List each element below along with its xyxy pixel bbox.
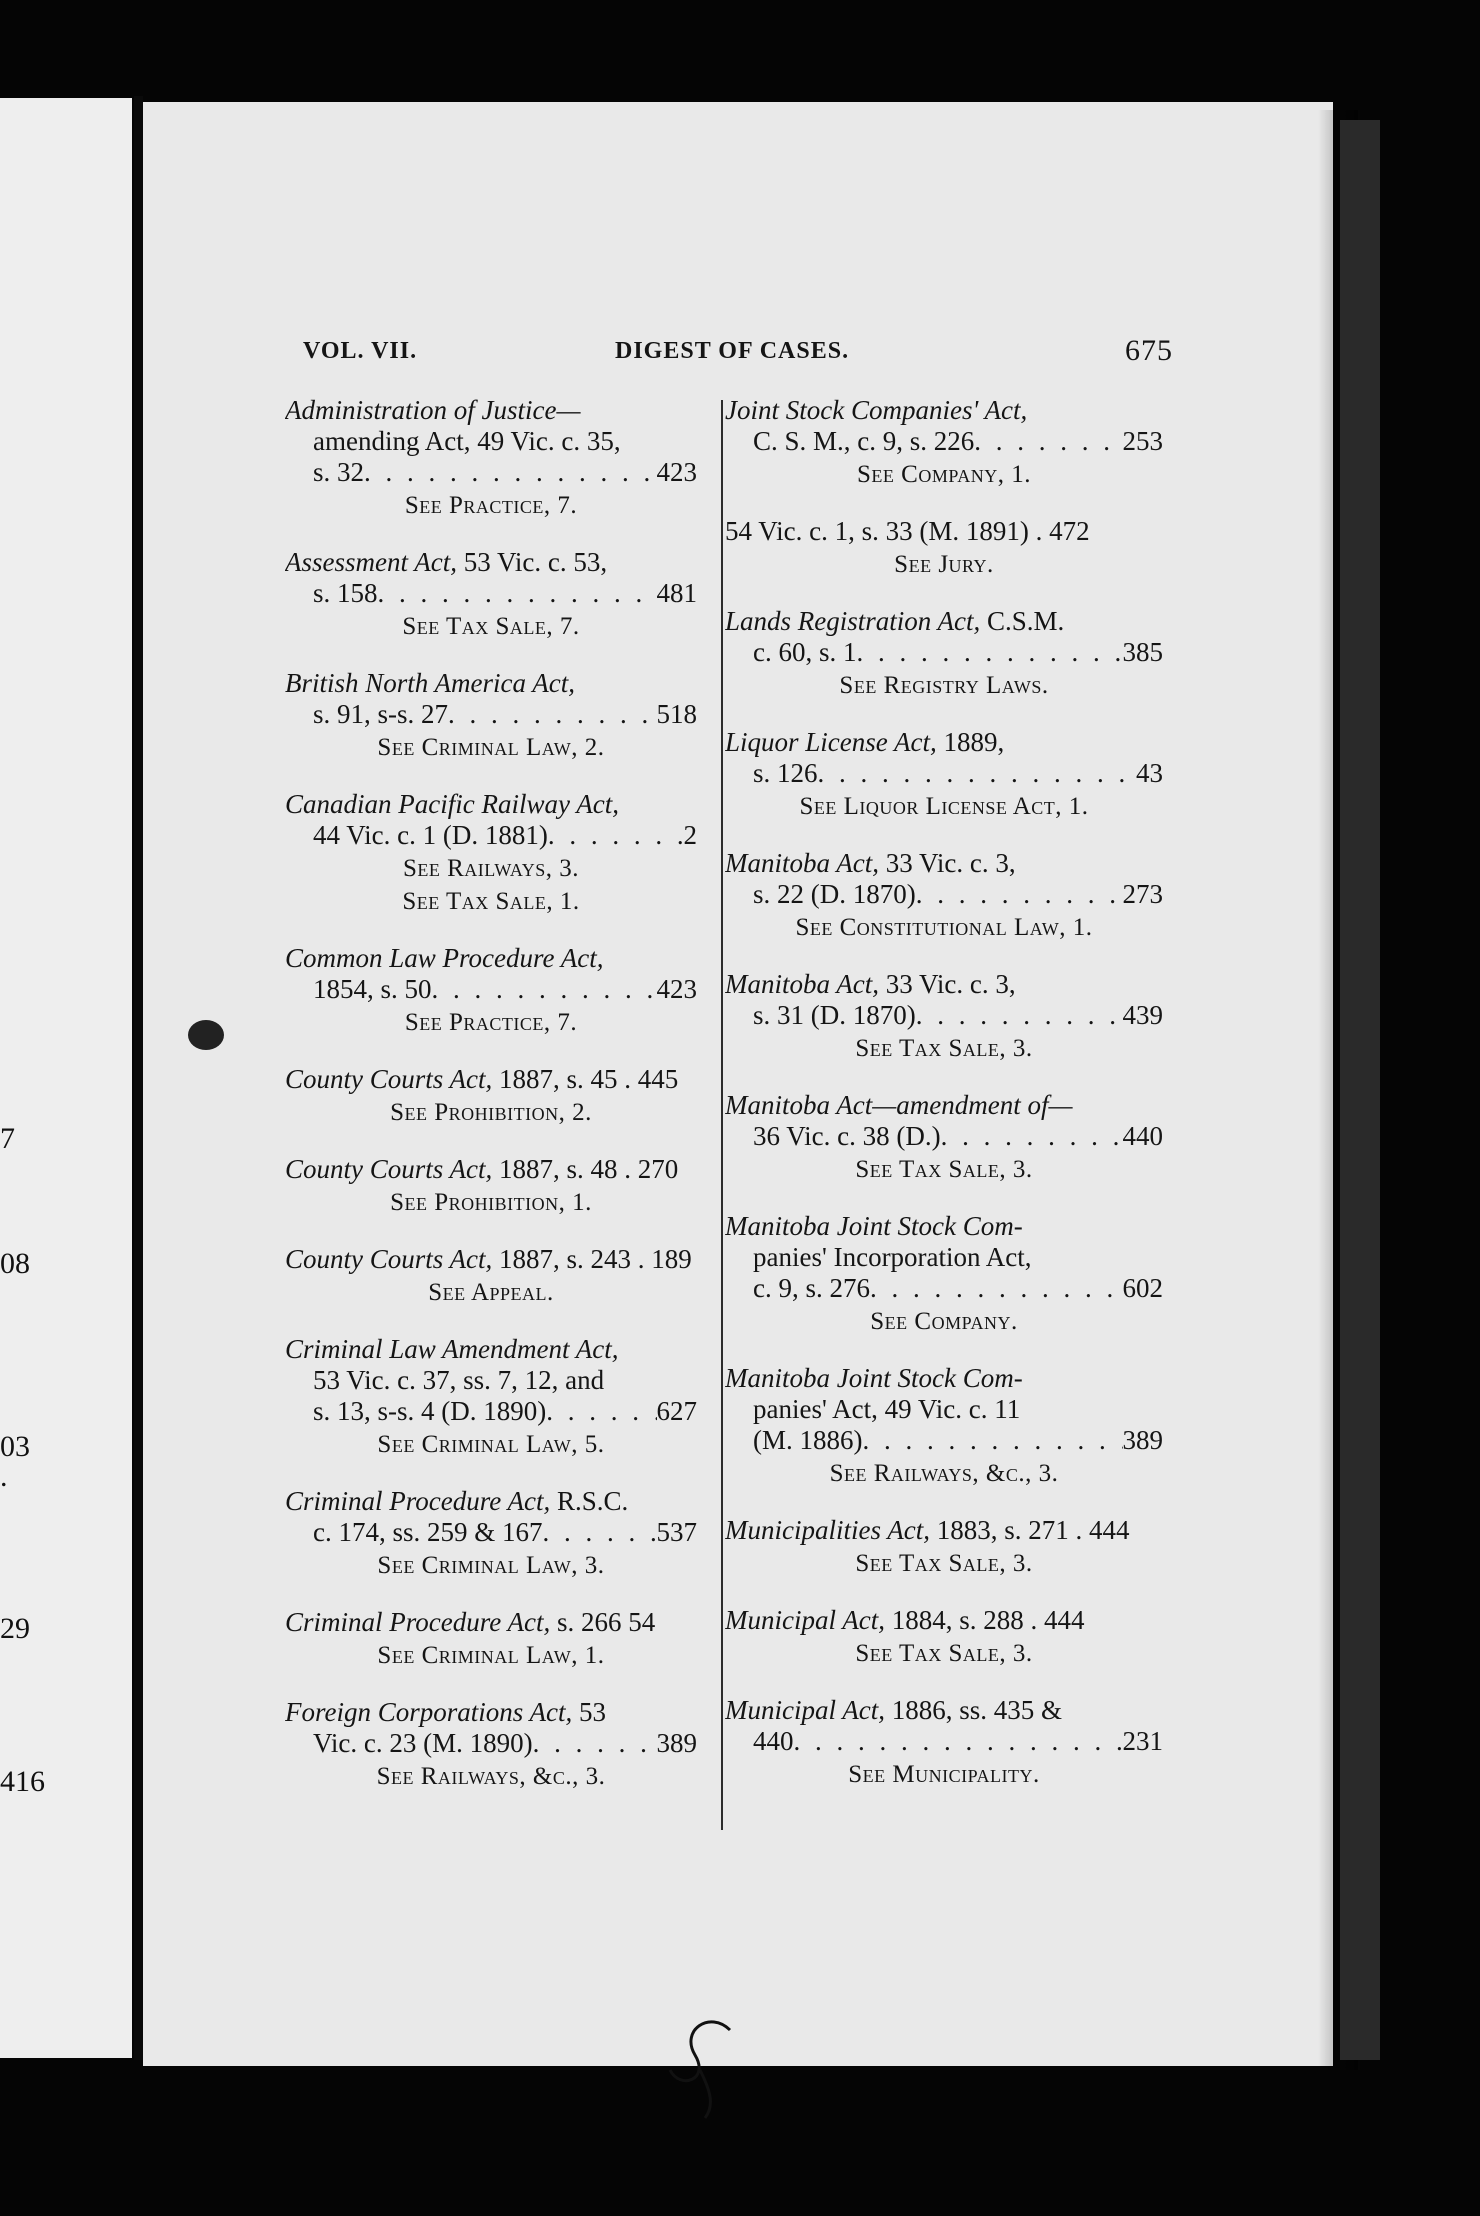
citation-text: R.S.C. [550, 1486, 629, 1516]
volume-label: VOL. VII. [303, 338, 418, 364]
see-reference: See Company. [870, 1308, 1018, 1335]
dot-leader [818, 758, 1136, 789]
handwritten-mark [660, 2010, 740, 2120]
index-entry [725, 1605, 1163, 1669]
citation-line [285, 1396, 697, 1427]
citation-line [285, 699, 697, 730]
index-entry [285, 1607, 697, 1671]
dot-leader [941, 1121, 1123, 1152]
see-reference: See Constitutional Law, 1. [795, 914, 1093, 941]
see-reference: See Railways, 3. [402, 855, 580, 882]
see-reference: See Tax Sale, 7. [402, 613, 580, 640]
citation-text: 33 Vic. c. 3, [878, 969, 1016, 999]
page-reference: 389 [656, 1728, 697, 1758]
citation-text: 1887, s. 243 . 189 [492, 1244, 692, 1274]
index-entry [285, 547, 697, 642]
dot-leader [916, 1000, 1123, 1031]
index-entry [725, 1090, 1163, 1185]
act-name: Liquor License Act, [725, 727, 937, 757]
citation-text: s. 32 [313, 457, 365, 487]
citation-line [725, 637, 1163, 668]
citation-text: 1854, s. 50 [313, 974, 432, 1004]
index-entry [725, 727, 1163, 822]
index-entry [285, 1334, 697, 1460]
citation-text: 53 [572, 1697, 607, 1727]
citation-text: C. S. M., c. 9, s. 226 [753, 426, 975, 456]
entry-heading [285, 1334, 697, 1365]
citation-text: 1883, s. 271 . 444 [929, 1515, 1130, 1545]
citation-line [725, 426, 1163, 457]
citation-text: s. 13, s-s. 4 (D. 1890) [313, 1396, 547, 1426]
see-reference: See Tax Sale, 3. [855, 1640, 1033, 1667]
act-name: County Courts Act, [285, 1154, 493, 1184]
act-name: Administration of Justice— [285, 395, 581, 425]
see-reference: See Tax Sale, 3. [855, 1156, 1033, 1183]
act-name: Municipal Act, [725, 1695, 885, 1725]
act-name: Assessment Act, [285, 547, 457, 577]
citation-line [725, 1726, 1163, 1757]
citation-line [725, 1273, 1163, 1304]
index-entry [725, 848, 1163, 943]
entry-heading [285, 1486, 697, 1517]
act-name: Municipal Act, [725, 1605, 885, 1635]
citation-text: 44 Vic. c. 1 (D. 1881) [313, 820, 548, 850]
citation-text: 36 Vic. c. 38 (D.) [753, 1121, 941, 1151]
citation-text: C.S.M. [980, 606, 1065, 636]
facing-page-fragment: 08 [0, 1247, 30, 1280]
citation-line [285, 820, 697, 851]
dot-leader [533, 1728, 657, 1759]
entry-heading [285, 547, 697, 578]
index-entry [285, 789, 697, 917]
citation-text: s. 126 [753, 758, 818, 788]
see-reference: See Prohibition, 1. [390, 1189, 592, 1216]
entry-heading [725, 1515, 1163, 1546]
entry-heading [725, 848, 1163, 879]
see-reference: See Registry Laws. [839, 672, 1049, 699]
dot-leader [546, 1396, 656, 1427]
dot-leader [794, 1726, 1123, 1757]
facing-page-fragment: 416 [0, 1765, 45, 1798]
citation-text: s. 31 (D. 1870) [753, 1000, 916, 1030]
act-name: Foreign Corporations Act, [285, 1697, 573, 1727]
dot-leader [916, 879, 1123, 910]
page-reference: 602 [1122, 1273, 1163, 1303]
citation-line [285, 1728, 697, 1759]
running-title: DIGEST OF CASES. [615, 338, 850, 364]
act-name: County Courts Act, [285, 1064, 493, 1094]
citation-text: s. 266 54 [550, 1607, 656, 1637]
entry-heading [725, 969, 1163, 1000]
entry-continuation: panies' Incorporation Act, [753, 1242, 1032, 1272]
index-entry [725, 516, 1163, 580]
column-divider [721, 400, 723, 1830]
citation-line [285, 457, 697, 488]
left-column [285, 395, 697, 1818]
index-entry [285, 1244, 697, 1308]
citation-text: 33 Vic. c. 3, [878, 848, 1016, 878]
entry-heading [285, 1244, 697, 1275]
see-reference: See Practice, 7. [404, 1009, 578, 1036]
dot-leader [857, 637, 1123, 668]
citation-text: 53 Vic. c. 53, [456, 547, 608, 577]
citation-line [725, 1000, 1163, 1031]
page-reference: 2 [683, 820, 697, 850]
citation-text: 440 [753, 1726, 794, 1756]
entry-continuation: panies' Act, 49 Vic. c. 11 [753, 1394, 1021, 1424]
see-reference: See Criminal Law, 1. [377, 1642, 605, 1669]
page-reference: 627 [656, 1396, 697, 1426]
entry-continuation: 53 Vic. c. 37, ss. 7, 12, and [313, 1365, 605, 1395]
index-entry [285, 943, 697, 1038]
page-reference: 518 [656, 699, 697, 729]
entry-heading [285, 1064, 697, 1095]
citation-text: 54 Vic. c. 1, s. 33 (M. 1891) . 472 [725, 516, 1090, 546]
page-reference: 385 [1122, 637, 1163, 667]
act-name: Criminal Procedure Act, [285, 1607, 551, 1637]
dot-leader [863, 1425, 1123, 1456]
index-entry [285, 668, 697, 763]
citation-text: c. 9, s. 276 [753, 1273, 870, 1303]
citation-text: s. 91, s-s. 27 [313, 699, 449, 729]
dot-leader [432, 974, 657, 1005]
entry-heading [725, 1090, 1163, 1121]
citation-text: 1886, ss. 435 & [884, 1695, 1063, 1725]
citation-text: c. 174, ss. 259 & 167 [313, 1517, 543, 1547]
page-reference: 43 [1136, 758, 1163, 788]
dot-leader [974, 426, 1122, 457]
see-reference: See Railways, &c., 3. [829, 1460, 1059, 1487]
citation-line [725, 879, 1163, 910]
see-reference: See Appeal. [428, 1279, 554, 1306]
index-entry [725, 1695, 1163, 1790]
act-name: Lands Registration Act, [725, 606, 981, 636]
index-entry [725, 395, 1163, 490]
facing-page-fragment: 29 [0, 1612, 30, 1645]
citation-text: 1884, s. 288 . 444 [884, 1605, 1085, 1635]
entry-heading [725, 395, 1163, 426]
index-entry [725, 1211, 1163, 1337]
page-reference: 423 [656, 974, 697, 1004]
citation-line [725, 1121, 1163, 1152]
see-reference: See Jury. [894, 551, 994, 578]
citation-text: Vic. c. 23 (M. 1890) [313, 1728, 533, 1758]
entry-heading [285, 668, 697, 699]
index-entry [285, 395, 697, 521]
act-name: Criminal Law Amendment Act, [285, 1334, 619, 1364]
index-entry [725, 606, 1163, 701]
act-name: Manitoba Act, [725, 848, 879, 878]
act-name: Manitoba Joint Stock Com- [725, 1211, 1023, 1241]
see-reference: See Municipality. [848, 1761, 1040, 1788]
index-entry [285, 1486, 697, 1581]
facing-page-fragment: 03 [0, 1430, 30, 1463]
citation-text: c. 60, s. 1 [753, 637, 857, 667]
entry-heading [725, 1363, 1163, 1394]
citation-text: 1887, s. 45 . 445 [492, 1064, 679, 1094]
act-name: Canadian Pacific Railway Act, [285, 789, 619, 819]
see-reference: See Tax Sale, 3. [855, 1550, 1033, 1577]
citation-text: s. 158 [313, 578, 378, 608]
dot-leader [870, 1273, 1123, 1304]
see-reference: See Prohibition, 2. [390, 1099, 592, 1126]
see-reference: See Criminal Law, 3. [377, 1552, 605, 1579]
index-entry [285, 1064, 697, 1128]
index-entry [725, 1515, 1163, 1579]
page-reference: 439 [1122, 1000, 1163, 1030]
index-entry [285, 1154, 697, 1218]
entry-heading [285, 789, 697, 820]
entry-heading [725, 727, 1163, 758]
citation-text: 1889, [936, 727, 1005, 757]
see-reference: See Criminal Law, 2. [377, 734, 605, 761]
entry-heading [285, 943, 697, 974]
citation-line [285, 578, 697, 609]
facing-page-fragment: . [0, 1460, 8, 1493]
entry-heading [285, 1154, 697, 1185]
see-reference: See Liquor License Act, 1. [799, 793, 1089, 820]
see-reference: See Tax Sale, 3. [855, 1035, 1033, 1062]
dot-leader [364, 457, 656, 488]
page-reference: 423 [656, 457, 697, 487]
act-name: Manitoba Act, [725, 969, 879, 999]
dot-leader [543, 1517, 657, 1548]
right-column [725, 395, 1163, 1816]
entry-heading [285, 395, 697, 426]
entry-heading [725, 606, 1163, 637]
entry-continuation: amending Act, 49 Vic. c. 35, [313, 426, 621, 456]
index-entry [725, 1363, 1163, 1489]
page-reference: 273 [1122, 879, 1163, 909]
entry-heading [725, 1605, 1163, 1636]
facing-page [0, 98, 132, 2058]
act-name: Municipalities Act, [725, 1515, 930, 1545]
see-reference: See Criminal Law, 5. [377, 1431, 605, 1458]
act-name: Manitoba Act—amendment of— [725, 1090, 1073, 1120]
act-name: British North America Act, [285, 668, 575, 698]
page-edge [134, 96, 143, 2060]
page-reference: 481 [656, 578, 697, 608]
dot-leader [378, 578, 657, 609]
book-spine [1340, 120, 1380, 2060]
act-name: Common Law Procedure Act, [285, 943, 604, 973]
page-reference: 231 [1122, 1726, 1163, 1756]
see-reference: See Company, 1. [857, 461, 1031, 488]
entry-heading [725, 516, 1163, 547]
act-name: Criminal Procedure Act, [285, 1486, 551, 1516]
page-reference: 389 [1122, 1425, 1163, 1455]
dot-leader [448, 699, 656, 730]
entry-heading [285, 1697, 697, 1728]
citation-line [285, 974, 697, 1005]
citation-text: s. 22 (D. 1870) [753, 879, 916, 909]
facing-page-fragment: 7 [0, 1122, 15, 1155]
page-reference: 537 [656, 1517, 697, 1547]
act-name: Joint Stock Companies' Act, [725, 395, 1028, 425]
citation-text: (M. 1886) [753, 1425, 863, 1455]
index-entry [725, 969, 1163, 1064]
page-reference: 440 [1122, 1121, 1163, 1151]
citation-line [725, 1425, 1163, 1456]
act-name: Manitoba Joint Stock Com- [725, 1363, 1023, 1393]
entry-heading [285, 1607, 697, 1638]
entry-heading [725, 1695, 1163, 1726]
page-header [303, 334, 1173, 378]
see-reference: See Practice, 7. [404, 492, 578, 519]
entry-heading [725, 1211, 1163, 1242]
page-number: 675 [1125, 334, 1173, 367]
see-reference: See Tax Sale, 1. [402, 888, 580, 915]
citation-line [285, 1517, 697, 1548]
citation-line [725, 758, 1163, 789]
dot-leader [548, 820, 684, 851]
act-name: County Courts Act, [285, 1244, 493, 1274]
citation-text: 1887, s. 48 . 270 [492, 1154, 679, 1184]
ink-smudge [188, 1020, 224, 1050]
see-reference: See Railways, &c., 3. [376, 1763, 606, 1790]
page-reference: 253 [1122, 426, 1163, 456]
index-entry [285, 1697, 697, 1792]
